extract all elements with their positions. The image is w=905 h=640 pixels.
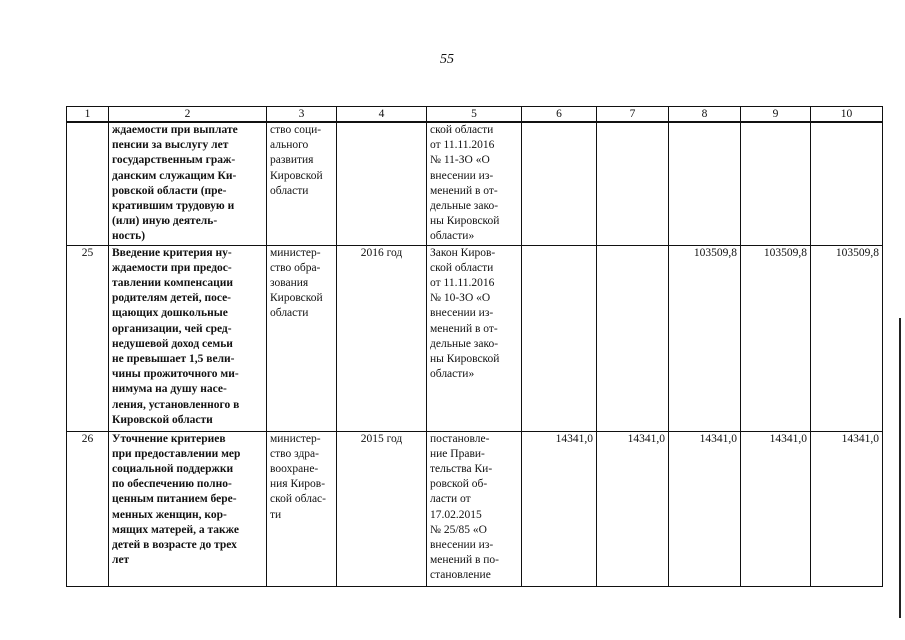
table-row (67, 431, 883, 586)
header-row (67, 107, 883, 123)
column-header: 9 (741, 107, 811, 123)
value-cell: 14341,0 (669, 431, 741, 586)
row-number (67, 122, 109, 245)
column-header: 1 (67, 107, 109, 123)
executor-cell: ство соци- ального развития Кировской области (267, 122, 337, 245)
row-number: 26 (67, 431, 109, 586)
value-cell: 103509,8 (741, 245, 811, 431)
column-header: 10 (811, 107, 883, 123)
document-cell: Закон Киров- ской области от 11.11.2016 № 10-ЗО «О внесении из- менений в от- дельные зако- ны Кировской области» (427, 245, 522, 431)
measure-cell: Уточнение критериев при предоставлении мер социальной поддержки по обеспечению полно- ценным питанием бере- менных женщин, кор- мящих матерей, а также детей в возрасте до трех лет (109, 431, 267, 586)
executor-cell: министер- ство обра- зования Кировской области (267, 245, 337, 431)
column-header: 4 (337, 107, 427, 123)
column-header: 8 (669, 107, 741, 123)
row-number: 25 (67, 245, 109, 431)
year-cell: 2016 год (337, 245, 427, 431)
table-row (67, 122, 883, 245)
document-cell: постановле- ние Прави- тельства Ки- ровской об- ласти от 17.02.2015 № 25/85 «О внесении из- менений в по- становление (427, 431, 522, 586)
value-cell: 103509,8 (811, 245, 883, 431)
scan-edge-line (899, 318, 901, 618)
value-cell (522, 122, 597, 245)
document-cell: ской области от 11.11.2016 № 11-ЗО «О внесении из- менений в от- дельные зако- ны Кировской области» (427, 122, 522, 245)
value-cell (811, 122, 883, 245)
column-header: 6 (522, 107, 597, 123)
value-cell: 14341,0 (597, 431, 669, 586)
year-cell: 2015 год (337, 431, 427, 586)
value-cell (741, 122, 811, 245)
value-cell: 14341,0 (522, 431, 597, 586)
value-cell: 14341,0 (811, 431, 883, 586)
executor-cell: министер- ство здра- воохране- ния Киров- ской облас- ти (267, 431, 337, 586)
measure-cell: Введение критерия ну- ждаемости при предос- тавлении компенсации родителям детей, посе- щающих дошкольные организации, чей сред- недушевой доход семьи не превышает 1,5 вели- чины прожиточного ми- нимума на душу насе- ления, установленного в Кировской области (109, 245, 267, 431)
value-cell (669, 122, 741, 245)
value-cell (597, 245, 669, 431)
column-header: 7 (597, 107, 669, 123)
value-cell: 14341,0 (741, 431, 811, 586)
column-header: 5 (427, 107, 522, 123)
measure-cell: ждаемости при выплате пенсии за выслугу лет государственным граж- данским служащим Ки- ровской области (пре- кратившим трудовую и (или) иную деятель- ность) (109, 122, 267, 245)
value-cell (522, 245, 597, 431)
column-header: 3 (267, 107, 337, 123)
value-cell: 103509,8 (669, 245, 741, 431)
column-header: 2 (109, 107, 267, 123)
year-cell (337, 122, 427, 245)
page-number: 55 (440, 52, 454, 67)
table-row (67, 245, 883, 431)
measures-table (66, 106, 883, 587)
value-cell (597, 122, 669, 245)
